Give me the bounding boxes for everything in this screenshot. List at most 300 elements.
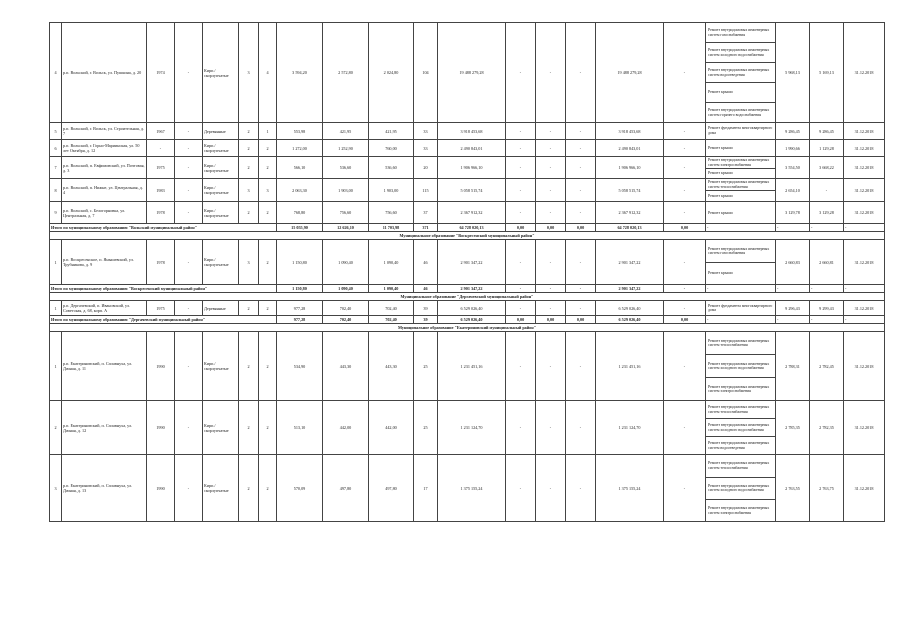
subtotal-empty-w: -: [706, 285, 776, 293]
year-overhaul: -: [175, 123, 203, 140]
area-total: 513,10: [277, 401, 323, 455]
work-type: Ремонт внутридомовых инженерных систем газоснабжения: [706, 23, 776, 43]
area-owned: 756,60: [369, 202, 414, 224]
wall-material: Кирп./ скорлупчатые: [203, 179, 239, 202]
fund-other: -: [664, 202, 706, 224]
residents: 115: [414, 179, 438, 202]
capital-repair-table: [49, 22, 885, 522]
fund-other: -: [664, 179, 706, 202]
unit-cost: 2 654,10: [776, 179, 810, 202]
fund-federal: -: [506, 140, 536, 157]
work-type: Ремонт внутридомовых инженерных систем холодного водоснабжения: [706, 355, 776, 378]
year-overhaul: -: [175, 332, 203, 401]
wall-material: Кирп./ скорлупчатые: [203, 140, 239, 157]
fund-federal: -: [506, 240, 536, 285]
unit-cost-limit: 3 668,22: [810, 157, 844, 179]
residents: 33: [414, 140, 438, 157]
cost-total: 1 231 451,16: [596, 332, 664, 401]
cost-total: 1 375 155,24: [596, 455, 664, 522]
subtotal-z4: 0,00: [664, 224, 706, 232]
table-row: [50, 202, 885, 224]
area-living: 536,60: [323, 157, 369, 179]
floors: 2: [239, 301, 259, 316]
work-type: Ремонт внутридомовых инженерных систем газоснабжения: [706, 240, 776, 263]
year-built: 1978: [147, 240, 175, 285]
area-total: 2 063,30: [277, 179, 323, 202]
year-overhaul: -: [175, 140, 203, 157]
work-type: Ремонт фундамента многоквартирного дома: [706, 301, 776, 316]
unit-cost: 3 554,50: [776, 157, 810, 179]
municipality-header-row: [50, 324, 885, 332]
work-type: Ремонт внутридомовых инженерных систем теплоснабжения: [706, 401, 776, 419]
subtotal-empty-c2: -: [810, 285, 844, 293]
cost-total: 2 367 912,32: [596, 202, 664, 224]
year-built: 1990: [147, 455, 175, 522]
fund-federal: -: [506, 157, 536, 179]
subtotal-a3: 1 090,40: [369, 285, 414, 293]
unit-cost-limit: 9 299,43: [810, 301, 844, 316]
deadline: 31.12.2018: [844, 455, 885, 522]
floors: 2: [239, 140, 259, 157]
row-number: 9: [50, 202, 62, 224]
deadline: 31.12.2018: [844, 202, 885, 224]
subtotal-empty-w: -: [706, 316, 776, 324]
fund-federal: -: [506, 455, 536, 522]
cost-sum: 1 231 124,70: [438, 401, 506, 455]
unit-cost: 9 286,45: [776, 123, 810, 140]
subtotal-sum: 64 728 020,13: [438, 224, 506, 232]
area-living: 1 903,00: [323, 179, 369, 202]
area-total: 553,98: [277, 123, 323, 140]
wall-material: Кирп./ скорлупчатые: [203, 157, 239, 179]
year-overhaul: -: [175, 23, 203, 123]
cost-total: 1 231 124,70: [596, 401, 664, 455]
floors: 2: [239, 332, 259, 401]
fund-other: -: [664, 157, 706, 179]
subtotal-a1: 1 150,80: [277, 285, 323, 293]
fund-other: -: [664, 301, 706, 316]
address: р.п. Вольский, с. Белогорновка, ул. Центральная, д. 7: [62, 202, 147, 224]
table-row: [50, 240, 885, 263]
wall-material: Кирп./ скорлупчатые: [203, 401, 239, 455]
row-number: 1: [50, 332, 62, 401]
area-total: 977,28: [277, 301, 323, 316]
year-overhaul: -: [175, 401, 203, 455]
cost-sum: 1 375 155,24: [438, 455, 506, 522]
deadline: 31.12.2018: [844, 23, 885, 123]
wall-material: Кирп./ скорлупчатые: [203, 202, 239, 224]
unit-cost-limit: 5 169,13: [810, 23, 844, 123]
unit-cost: 1 990,66: [776, 140, 810, 157]
wall-material: Деревянные: [203, 301, 239, 316]
work-type: Ремонт внутридомовых инженерных систем электроснабжения: [706, 500, 776, 522]
address: р.п. Екатериновский, п. Сплавнуха, ул. Дачная, д. 12: [62, 401, 147, 455]
area-total: 570,09: [277, 455, 323, 522]
area-owned: 702,40: [369, 301, 414, 316]
cost-sum: 2 367 912,32: [438, 202, 506, 224]
deadline: 31.12.2018: [844, 301, 885, 316]
work-type: Ремонт крыши: [706, 169, 776, 179]
fund-regional: -: [536, 332, 566, 401]
year-overhaul: -: [175, 179, 203, 202]
entrances: 3: [259, 179, 277, 202]
area-owned: 443,30: [369, 332, 414, 401]
row-number: 8: [50, 179, 62, 202]
area-living: 443,30: [323, 332, 369, 401]
subtotal-z4: -: [664, 285, 706, 293]
subtotal-label: Итого по муниципальному образованию "Воскресенский муниципальный район": [50, 285, 277, 293]
year-built: 1983: [147, 179, 175, 202]
subtotal-z4: 0,00: [664, 316, 706, 324]
area-owned: 1 090,40: [369, 240, 414, 285]
unit-cost-limit: 2 763,75: [810, 455, 844, 522]
cost-sum: 2 490 843,01: [438, 140, 506, 157]
unit-cost-limit: 1 129,28: [810, 140, 844, 157]
work-type: Ремонт внутридомовых инженерных систем теплоснабжения: [706, 179, 776, 191]
fund-local: -: [566, 23, 596, 123]
document-sheet: [49, 22, 874, 522]
entrances: 2: [259, 332, 277, 401]
deadline: 31.12.2018: [844, 179, 885, 202]
unit-cost-limit: 2 782,45: [810, 332, 844, 401]
subtotal-a3: 702,40: [369, 316, 414, 324]
cost-total: 3 918 453,68: [596, 123, 664, 140]
year-built: 1975: [147, 157, 175, 179]
cost-total: 1 906 966,10: [596, 157, 664, 179]
table-row: [50, 301, 885, 316]
fund-other: -: [664, 332, 706, 401]
area-living: 1 252,90: [323, 140, 369, 157]
floors: 2: [239, 401, 259, 455]
work-type: Ремонт крыши: [706, 140, 776, 157]
floors: 3: [239, 240, 259, 285]
fund-regional: -: [536, 123, 566, 140]
subtotal-z3: 0,00: [566, 224, 596, 232]
entrances: 2: [259, 202, 277, 224]
subtotal-a3: 11 703,98: [369, 224, 414, 232]
address: р.п. Воскресенское, п. Янышевский, ул. Трубникова, д. 9: [62, 240, 147, 285]
work-type: Ремонт внутридомовых инженерных систем холодного водоснабжения: [706, 419, 776, 437]
cost-total: 2 901 347,22: [596, 240, 664, 285]
subtotal-z3: -: [566, 285, 596, 293]
entrances: 2: [259, 455, 277, 522]
work-type: Ремонт внутридомовых инженерных систем водоотведения: [706, 437, 776, 455]
subtotal-a1: 15 055,90: [277, 224, 323, 232]
subtotal-total: 6 529 026,40: [596, 316, 664, 324]
municipality-header-row: [50, 232, 885, 240]
fund-federal: -: [506, 123, 536, 140]
residents: 39: [414, 301, 438, 316]
address: р.п. Дергачевский, п. Ивановский, ул. Советская, д. 68, корп. А: [62, 301, 147, 316]
table-row: [50, 401, 885, 419]
fund-local: -: [566, 401, 596, 455]
table-row: [50, 140, 885, 157]
address: р.п. Екатериновский, п. Сплавнуха, ул. Дачная, д. 11: [62, 332, 147, 401]
year-built: 1975: [147, 301, 175, 316]
fund-regional: -: [536, 455, 566, 522]
unit-cost: 2 785,35: [776, 401, 810, 455]
floors: 2: [239, 202, 259, 224]
year-built: -: [147, 140, 175, 157]
floors: 3: [239, 23, 259, 123]
fund-local: -: [566, 123, 596, 140]
subtotal-sum: 2 901 347,22: [438, 285, 506, 293]
row-number: 7: [50, 157, 62, 179]
table-row: [50, 332, 885, 355]
table-row: [50, 179, 885, 191]
unit-cost: 2 788,31: [776, 332, 810, 401]
residents: 104: [414, 23, 438, 123]
table-row: [50, 23, 885, 43]
row-number: 4: [50, 23, 62, 123]
cost-sum: 2 901 347,22: [438, 240, 506, 285]
subtotal-z2: 0,00: [536, 224, 566, 232]
fund-other: -: [664, 140, 706, 157]
floors: 2: [239, 455, 259, 522]
address: р.п. Вольский, п. Нижне, ул. Центральная, д. 4: [62, 179, 147, 202]
work-type: Ремонт внутридомовых инженерных систем водоотведения: [706, 63, 776, 83]
subtotal-empty-d: -: [844, 285, 885, 293]
area-owned: 442,00: [369, 401, 414, 455]
subtotal-row: [50, 316, 885, 324]
municipality-title: Муниципальное образование "Екатериновский муниципальный район": [50, 324, 885, 332]
cost-sum: 19 488 279,28: [438, 23, 506, 123]
fund-regional: -: [536, 157, 566, 179]
year-overhaul: -: [175, 301, 203, 316]
work-type: Ремонт крыши: [706, 83, 776, 103]
work-type: Ремонт внутридомовых инженерных систем теплоснабжения: [706, 455, 776, 477]
residents: 33: [414, 123, 438, 140]
fund-local: -: [566, 301, 596, 316]
subtotal-empty-c1: -: [776, 285, 810, 293]
year-built: 1974: [147, 23, 175, 123]
row-number: 1: [50, 240, 62, 285]
wall-material: Кирп./ скорлупчатые: [203, 455, 239, 522]
subtotal-empty-w: -: [706, 224, 776, 232]
entrances: 2: [259, 401, 277, 455]
area-owned: 536,60: [369, 157, 414, 179]
fund-other: -: [664, 240, 706, 285]
table-row: [50, 455, 885, 477]
residents: 46: [414, 240, 438, 285]
row-number: 5: [50, 123, 62, 140]
subtotal-ppl: 39: [414, 316, 438, 324]
unit-cost-limit: 2 660,81: [810, 240, 844, 285]
subtotal-label: Итого по муниципальному образованию "Дергачевский муниципальный район": [50, 316, 277, 324]
cost-total: 19 488 279,28: [596, 23, 664, 123]
work-type: Ремонт крыши: [706, 191, 776, 202]
area-total: 1 272,00: [277, 140, 323, 157]
cost-sum: 5 058 515,74: [438, 179, 506, 202]
subtotal-ppl: 371: [414, 224, 438, 232]
floors: 2: [239, 157, 259, 179]
row-number: 2: [50, 401, 62, 455]
cost-sum: 1 906 966,10: [438, 157, 506, 179]
subtotal-a2: 12 626,10: [323, 224, 369, 232]
fund-local: -: [566, 140, 596, 157]
area-living: 497,80: [323, 455, 369, 522]
deadline: 31.12.2018: [844, 401, 885, 455]
unit-cost: 2 660,83: [776, 240, 810, 285]
row-number: 6: [50, 140, 62, 157]
work-type: Ремонт внутридомовых инженерных систем теплоснабжения: [706, 332, 776, 355]
entrances: 4: [259, 23, 277, 123]
work-type: Ремонт крыши: [706, 202, 776, 224]
fund-federal: -: [506, 401, 536, 455]
municipality-title: Муниципальное образование "Дергачевский муниципальный район": [50, 293, 885, 301]
fund-other: -: [664, 455, 706, 522]
year-built: 1967: [147, 123, 175, 140]
area-total: 3 594,20: [277, 23, 323, 123]
fund-regional: -: [536, 301, 566, 316]
residents: 20: [414, 157, 438, 179]
subtotal-a2: 1 090,40: [323, 285, 369, 293]
address: р.п. Вольский, п. Евфимовский, ул. Почтовая, д. 3: [62, 157, 147, 179]
fund-other: -: [664, 401, 706, 455]
address: р.п. Екатериновский, п. Сплавнуха, ул. Дачная, д. 13: [62, 455, 147, 522]
wall-material: Деревянные: [203, 123, 239, 140]
area-owned: 421,95: [369, 123, 414, 140]
subtotal-row: [50, 285, 885, 293]
table-row: [50, 157, 885, 169]
fund-federal: -: [506, 202, 536, 224]
fund-regional: -: [536, 240, 566, 285]
row-number: 3: [50, 455, 62, 522]
subtotal-sum: 6 529 026,40: [438, 316, 506, 324]
area-owned: 760,00: [369, 140, 414, 157]
area-living: 442,00: [323, 401, 369, 455]
work-type: Ремонт внутридомовых инженерных систем электроснабжения: [706, 157, 776, 169]
fund-local: -: [566, 157, 596, 179]
floors: 2: [239, 123, 259, 140]
fund-other: -: [664, 123, 706, 140]
unit-cost-limit: 2 782,35: [810, 401, 844, 455]
unit-cost-limit: 3 129,28: [810, 202, 844, 224]
area-living: 2 572,80: [323, 23, 369, 123]
fund-federal: -: [506, 332, 536, 401]
unit-cost: 3 129,78: [776, 202, 810, 224]
year-overhaul: -: [175, 240, 203, 285]
area-total: 768,80: [277, 202, 323, 224]
year-built: 1990: [147, 401, 175, 455]
fund-regional: -: [536, 179, 566, 202]
subtotal-z2: -: [536, 285, 566, 293]
entrances: 2: [259, 240, 277, 285]
year-built: 1990: [147, 332, 175, 401]
unit-cost: 2 763,55: [776, 455, 810, 522]
subtotal-z3: 0,00: [566, 316, 596, 324]
cost-sum: 1 231 451,16: [438, 332, 506, 401]
fund-local: -: [566, 240, 596, 285]
cost-total: 6 529 026,40: [596, 301, 664, 316]
area-living: 702,40: [323, 301, 369, 316]
cost-total: 2 490 843,01: [596, 140, 664, 157]
deadline: 31.12.2018: [844, 332, 885, 401]
address: р.п. Вольский, г. Горно-Мариинская, ул. 50 лет Октября, д. 12: [62, 140, 147, 157]
subtotal-z1: 0,00: [506, 224, 536, 232]
area-owned: 2 024,80: [369, 23, 414, 123]
residents: 25: [414, 332, 438, 401]
entrances: 2: [259, 301, 277, 316]
subtotal-label: Итого по муниципальному образованию "Вольский муниципальный район": [50, 224, 277, 232]
fund-regional: -: [536, 140, 566, 157]
entrances: 2: [259, 157, 277, 179]
subtotal-empty-d: -: [844, 316, 885, 324]
unit-cost: 5 968,13: [776, 23, 810, 123]
subtotal-empty-c2: -: [810, 224, 844, 232]
municipality-header-row: [50, 293, 885, 301]
work-type: Ремонт внутридомовых инженерных систем холодного водоснабжения: [706, 477, 776, 499]
subtotal-empty-c1: -: [776, 224, 810, 232]
area-living: 1 090,40: [323, 240, 369, 285]
wall-material: Кирп./ скорлупчатые: [203, 332, 239, 401]
fund-local: -: [566, 202, 596, 224]
subtotal-empty-c2: -: [810, 316, 844, 324]
subtotal-z1: -: [506, 285, 536, 293]
unit-cost-limit: -: [810, 179, 844, 202]
deadline: 31.12.2018: [844, 157, 885, 179]
unit-cost-limit: 9 286,45: [810, 123, 844, 140]
area-total: 566,10: [277, 157, 323, 179]
subtotal-empty-d: -: [844, 224, 885, 232]
cost-total: 5 058 515,74: [596, 179, 664, 202]
cost-sum: 3 918 453,68: [438, 123, 506, 140]
subtotal-empty-c1: -: [776, 316, 810, 324]
work-type: Ремонт фундамента многоквартирного дома: [706, 123, 776, 140]
entrances: 2: [259, 140, 277, 157]
fund-local: -: [566, 179, 596, 202]
subtotal-total: 2 901 347,22: [596, 285, 664, 293]
row-number: 1: [50, 301, 62, 316]
subtotal-a1: 977,28: [277, 316, 323, 324]
area-total: 1 150,80: [277, 240, 323, 285]
work-type: Ремонт крыши: [706, 262, 776, 285]
unit-cost: 9 296,43: [776, 301, 810, 316]
subtotal-total: 64 728 020,13: [596, 224, 664, 232]
wall-material: Кирп./ скорлупчатые: [203, 23, 239, 123]
fund-other: -: [664, 23, 706, 123]
area-total: 534,90: [277, 332, 323, 401]
year-overhaul: -: [175, 157, 203, 179]
fund-federal: -: [506, 179, 536, 202]
municipality-title: Муниципальное образование "Воскресенский муниципальный район": [50, 232, 885, 240]
residents: 17: [414, 455, 438, 522]
area-living: 421,95: [323, 123, 369, 140]
entrances: 1: [259, 123, 277, 140]
residents: 25: [414, 401, 438, 455]
address: р.п. Вольский, г. Вольск, ул. Пушкина, д. 20: [62, 23, 147, 123]
work-type: Ремонт внутридомовых инженерных систем холодного водоснабжения: [706, 43, 776, 63]
residents: 37: [414, 202, 438, 224]
subtotal-z1: 0,00: [506, 316, 536, 324]
address: р.п. Вольский, г. Вольск, ул. Строительная, д. 7: [62, 123, 147, 140]
area-living: 756,60: [323, 202, 369, 224]
wall-material: Кирп./ скорлупчатые: [203, 240, 239, 285]
year-overhaul: -: [175, 202, 203, 224]
area-owned: 497,80: [369, 455, 414, 522]
fund-regional: -: [536, 401, 566, 455]
floors: 3: [239, 179, 259, 202]
subtotal-z2: 0,00: [536, 316, 566, 324]
fund-local: -: [566, 455, 596, 522]
year-built: 1978: [147, 202, 175, 224]
cost-sum: 6 529 026,40: [438, 301, 506, 316]
deadline: 31.12.2018: [844, 140, 885, 157]
year-overhaul: -: [175, 455, 203, 522]
fund-regional: -: [536, 23, 566, 123]
subtotal-ppl: 46: [414, 285, 438, 293]
fund-regional: -: [536, 202, 566, 224]
